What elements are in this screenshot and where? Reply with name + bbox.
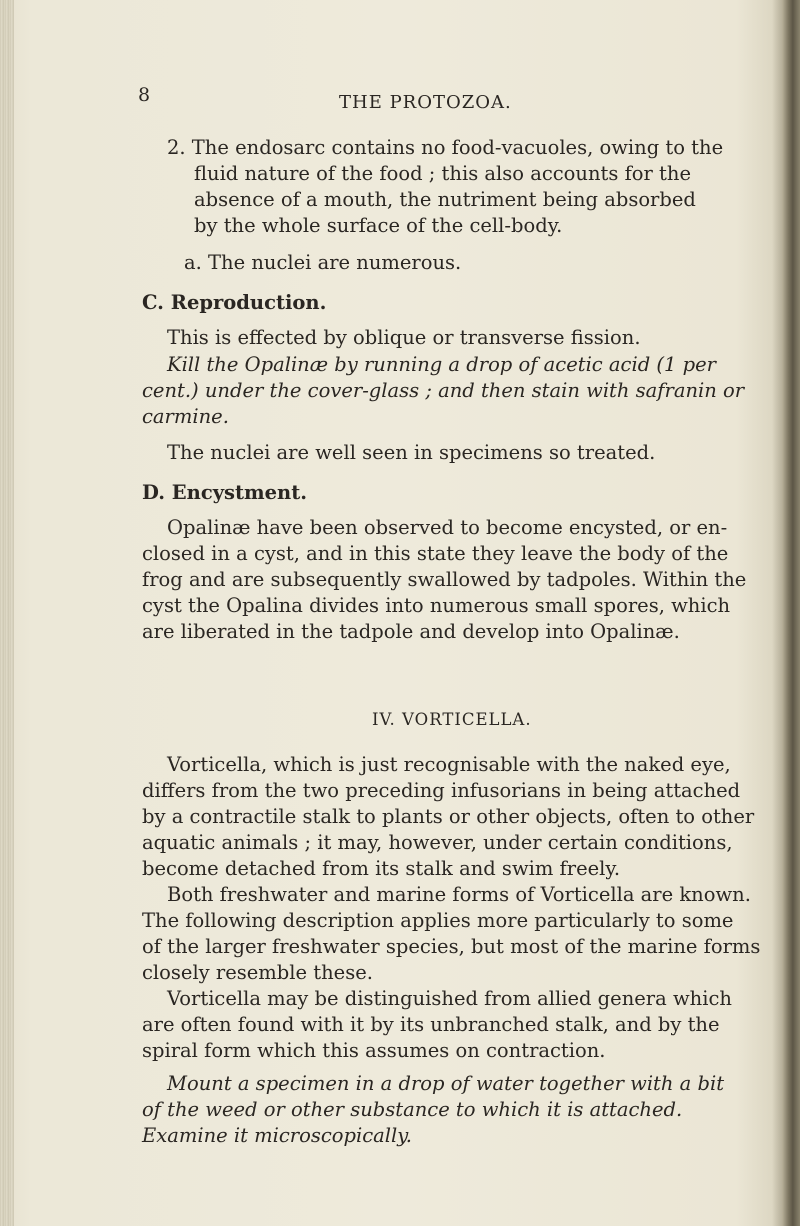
nuclei-line: a. The nuclei are numerous.: [184, 251, 462, 274]
text-line: fluid nature of the food ; this also accounts for the: [194, 162, 691, 185]
encystment-heading: D. Encystment.: [142, 481, 308, 504]
page-left-edge: [0, 0, 14, 1226]
text-line: Examine it microscopically.: [142, 1124, 412, 1147]
text-line: Vorticella may be distinguished from allied genera which: [167, 987, 732, 1010]
encystment-paragraph: [142, 515, 746, 645]
vorticella-paragraph-3: [142, 986, 732, 1064]
text-line: by the whole surface of the cell-body.: [194, 214, 563, 237]
page-gutter-shadow: [772, 0, 782, 1226]
text-line: differs from the two preceding infusorians in being attached: [142, 779, 741, 802]
text-line: 2. The endosarc contains no food-vacuoles, owing to the: [167, 136, 724, 159]
vorticella-instructions: [142, 1071, 724, 1149]
text-line: Kill the Opalinæ by running a drop of acetic acid (1 per: [167, 353, 716, 376]
text-line: cent.) under the cover-glass ; and then stain with safranin or: [142, 379, 745, 402]
text-line: of the larger freshwater species, but most of the marine forms: [142, 935, 761, 958]
reproduction-result: The nuclei are well seen in specimens so treated.: [167, 441, 656, 464]
text-line: by a contractile stalk to plants or other objects, often to other: [142, 805, 755, 828]
text-line: closed in a cyst, and in this state they leave the body of the: [142, 542, 729, 565]
page-number: 8: [138, 84, 151, 106]
vorticella-paragraph-1: [142, 752, 754, 882]
text-line: cyst the Opalina divides into numerous small spores, which: [142, 594, 731, 617]
vorticella-heading: IV. VORTICELLA.: [372, 710, 532, 729]
text-line: aquatic animals ; it may, however, under certain conditions,: [142, 831, 733, 854]
text-line: The following description applies more particularly to some: [142, 909, 734, 932]
text-line: Opalinæ have been observed to become encysted, or en-: [167, 516, 728, 539]
text-line: spiral form which this assumes on contraction.: [142, 1039, 606, 1062]
page-right-edge: [782, 0, 800, 1226]
reproduction-heading: C. Reproduction.: [142, 291, 327, 314]
reproduction-instructions: [142, 352, 744, 430]
text-line: closely resemble these.: [142, 961, 373, 984]
text-line: frog and are subsequently swallowed by tadpoles. Within the: [142, 568, 747, 591]
text-line: of the weed or other substance to which it is attached.: [142, 1098, 683, 1121]
text-line: are often found with it by its unbranched stalk, and by the: [142, 1013, 720, 1036]
reproduction-line: This is effected by oblique or transverse fission.: [167, 326, 641, 349]
text-line: Vorticella, which is just recognisable with the naked eye,: [167, 753, 731, 776]
text-line: carmine.: [142, 405, 229, 428]
text-line: absence of a mouth, the nutriment being absorbed: [194, 188, 696, 211]
text-line: Mount a specimen in a drop of water together with a bit: [167, 1072, 725, 1095]
vorticella-paragraph-2: [142, 882, 760, 986]
text-line: are liberated in the tadpole and develop into Opalinæ.: [142, 620, 680, 643]
running-title: THE PROTOZOA.: [339, 92, 512, 113]
text-line: Both freshwater and marine forms of Vorticella are known.: [167, 883, 751, 906]
text-line: become detached from its stalk and swim freely.: [142, 857, 621, 880]
endosarc-paragraph: [167, 135, 723, 239]
